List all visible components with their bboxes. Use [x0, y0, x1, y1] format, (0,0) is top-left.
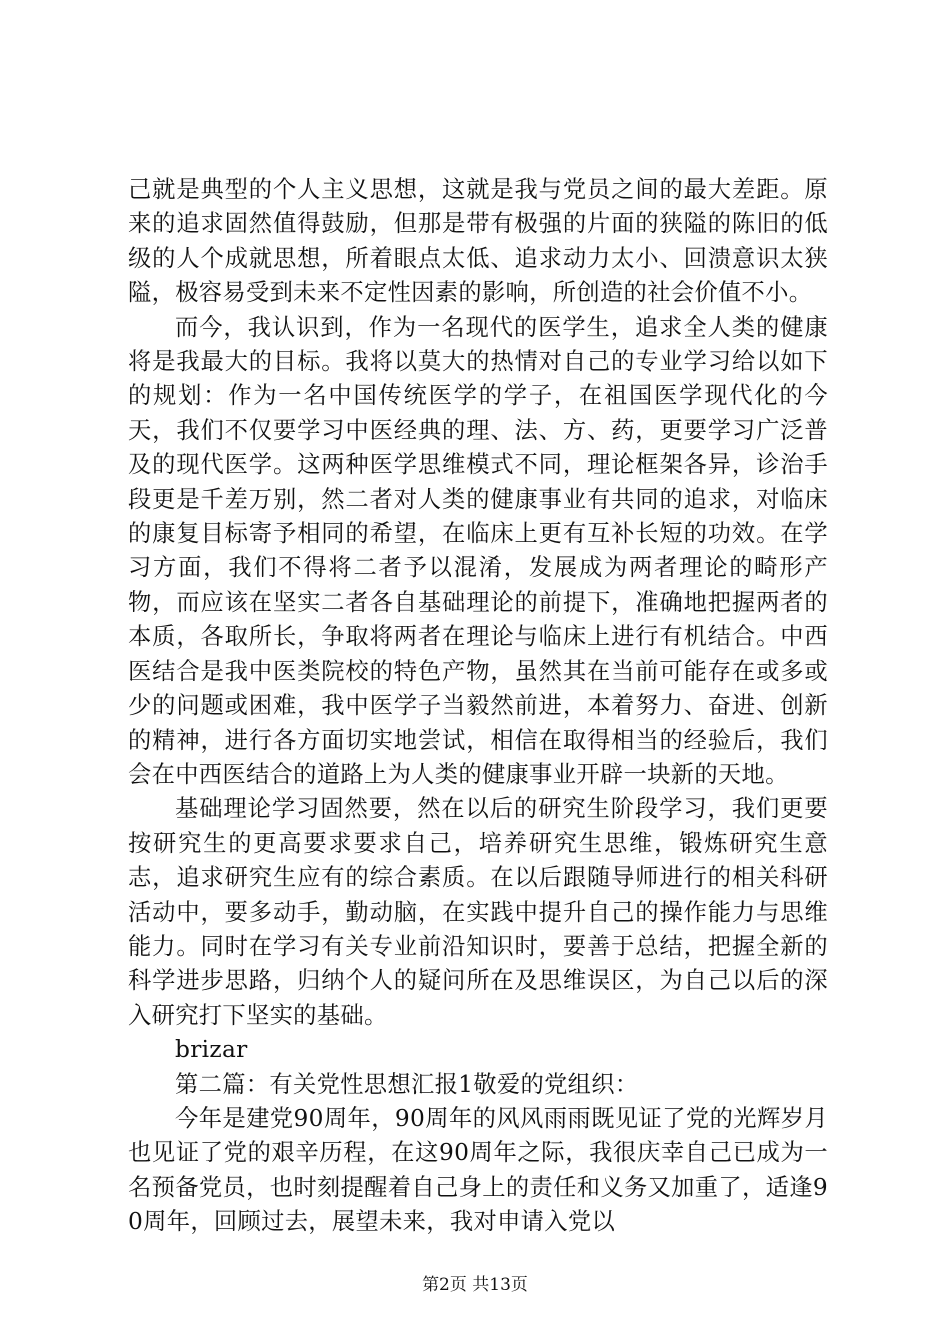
body-text — [128, 173, 828, 1240]
paragraph-continuation: 己就是典型的个人主义思想，这就是我与党员之间的最大差距。原来的追求固然值得鼓励，但那是带有极强的片面的狭隘的陈旧的低级的人个成就思想，所着眼点太低、追求动力太小、回溃意识太狭隘，极容易受到未来不定性因素的影响，所创造的社会价值不小。 — [128, 176, 828, 307]
page-number-footer: 第2页 共13页 — [422, 1275, 528, 1295]
paragraph-anniversary: 今年是建党90周年，90周年的风风雨雨既见证了党的光辉岁月也见证了党的艰辛历程，在这90周年之际，我很庆幸自己已成为一名预备党员，也时刻提醒着自己身上的责任和义务又加重了，适逢90周年，回顾过去，展望未来，我对申请入党以 — [128, 1104, 828, 1236]
paragraph-graduate-study: 基础理论学习固然要，然在以后的研究生阶段学习，我们更要按研究生的更高要求要求自己，培养研究生思维，锻炼研究生意志，追求研究生应有的综合素质。在以后跟随导师进行的相关科研活动中，要多动手，勤动脑，在实践中提升自己的操作能力与思维能力。同时在学习有关专业前沿知识时，要善于总结，把握全新的科学进步思路，归纳个人的疑问所在及思维误区，为自己以后的深入研究打下坚实的基础。 — [128, 795, 828, 1029]
section-heading: 第二篇：有关党性思想汇报1敬爱的党组织： — [175, 1070, 639, 1098]
paragraph-brizar: brizar — [175, 1036, 248, 1064]
paragraph-medical-goal: 而今，我认识到，作为一名现代的医学生，追求全人类的健康将是我最大的目标。我将以莫大的热情对自己的专业学习给以如下的规划：作为一名中国传统医学的学子，在祖国医学现代化的今天，我们不仅要学习中医经典的理、法、方、药，更要学习广泛普及的现代医学。这两种医学思维模式不同，理论框架各异，诊治手段更是千差万别，然二者对人类的健康事业有共同的追求，对临床的康复目标寄予相同的希望，在临床上更有互补长短的功效。在学习方面，我们不得将二者予以混淆，发展成为两者理论的畸形产物，而应该在坚实二者各自基础理论的前提下，准确地把握两者的本质，各取所长，争取将两者在理论与临床上进行有机结合。中西医结合是我中医类院校的特色产物，虽然其在当前可能存在或多或少的问题或困难，我中医学子当毅然前进，本着努力、奋进、创新的精神，进行各方面切实地尝试，相信在取得相当的经验后，我们会在中西医结合的道路上为人类的健康事业开辟一块新的天地。 — [128, 313, 828, 788]
